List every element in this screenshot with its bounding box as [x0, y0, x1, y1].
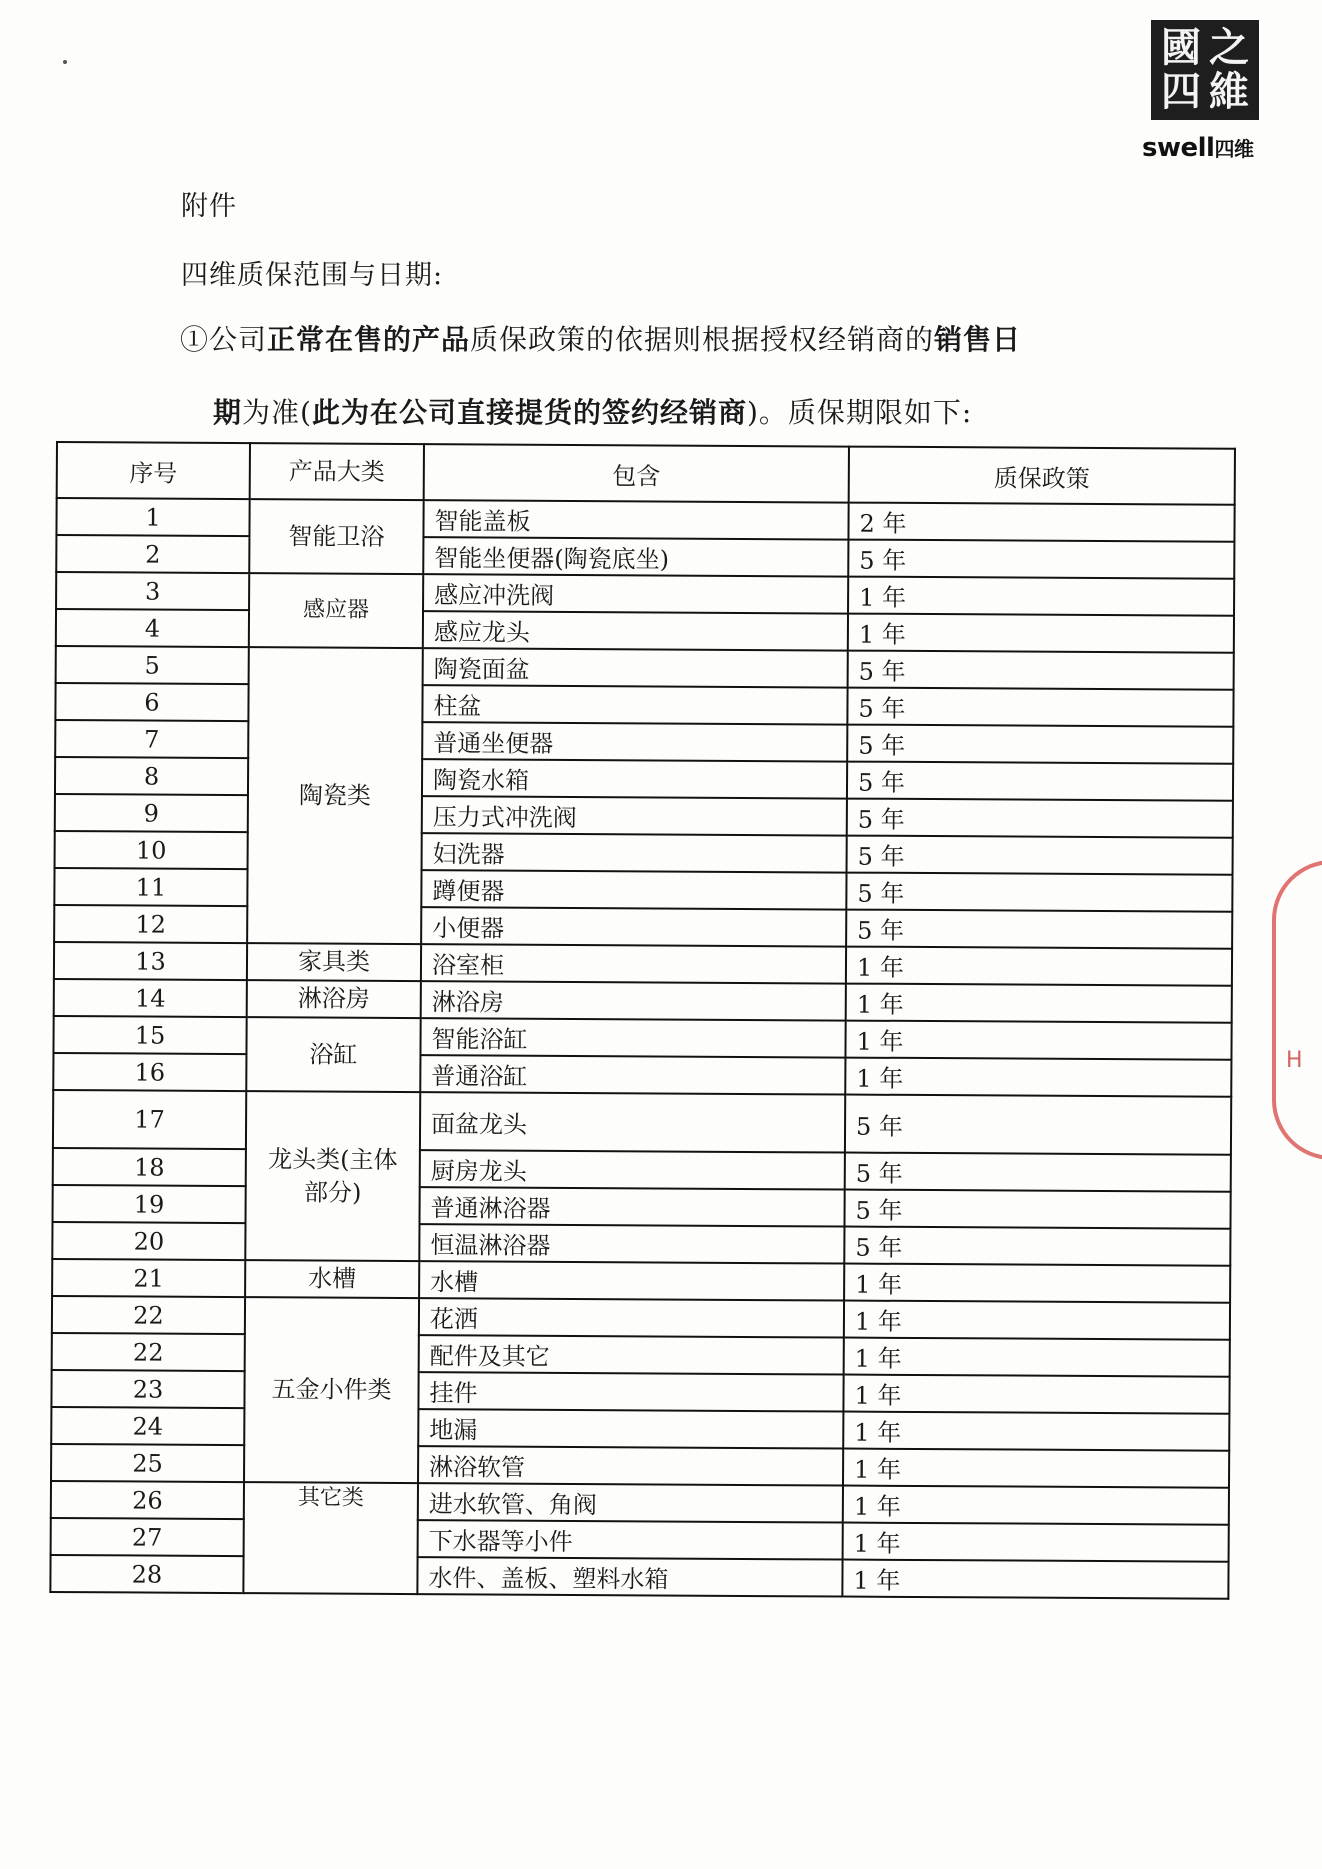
row-item: 蹲便器 [421, 870, 846, 909]
row-number: 28 [50, 1555, 243, 1593]
logo-char: 維 [1209, 68, 1249, 115]
row-number: 12 [54, 905, 247, 943]
scan-speck [63, 60, 67, 64]
row-item: 恒温淋浴器 [419, 1224, 844, 1263]
row-number: 4 [56, 609, 249, 647]
row-category: 智能卫浴 [249, 499, 423, 574]
row-category: 家具类 [247, 943, 421, 981]
table-row [50, 1555, 1228, 1599]
row-policy: 1 年 [843, 1523, 1229, 1562]
company-seal-fragment [1272, 860, 1322, 1160]
row-item: 感应龙头 [423, 611, 848, 650]
row-number: 14 [54, 979, 247, 1017]
row-policy: 1 年 [848, 614, 1234, 653]
row-category: 感应器 [249, 573, 423, 648]
row-policy: 5 年 [847, 836, 1233, 875]
row-category: 龙头类(主体部分) [245, 1091, 420, 1261]
seal-glyph: H [1286, 1048, 1303, 1073]
row-policy: 1 年 [842, 1560, 1228, 1599]
row-number: 20 [52, 1222, 245, 1260]
row-number: 22 [52, 1296, 245, 1334]
row-number: 17 [53, 1090, 246, 1149]
header-includes: 包含 [424, 444, 849, 502]
row-item: 陶瓷水箱 [422, 759, 847, 798]
policy-paragraph-line2 [213, 391, 972, 431]
row-number: 13 [54, 942, 247, 980]
row-number: 8 [55, 757, 248, 795]
row-number: 19 [53, 1185, 246, 1223]
row-number: 9 [55, 794, 248, 832]
row-number: 26 [51, 1481, 244, 1519]
row-number: 21 [52, 1259, 245, 1297]
row-policy: 5 年 [847, 725, 1233, 764]
row-policy: 5 年 [844, 1227, 1230, 1266]
row-item: 感应冲洗阀 [423, 574, 848, 613]
row-policy: 1 年 [843, 1412, 1229, 1451]
text-run: 为准( [242, 396, 312, 429]
row-item: 花洒 [419, 1298, 844, 1337]
bold-run: 此为在公司直接提货的签约经销商 [311, 396, 747, 429]
text-run: ①公司 [180, 323, 268, 356]
row-policy: 1 年 [843, 1375, 1229, 1414]
row-item: 面盆龙头 [420, 1092, 845, 1152]
row-number: 27 [51, 1518, 244, 1556]
row-number: 23 [51, 1370, 244, 1408]
table-row [53, 1090, 1231, 1155]
bold-run: 正常在售的产品 [267, 323, 471, 356]
header-warranty-policy: 质保政策 [849, 447, 1235, 505]
row-category: 其它类 [243, 1482, 418, 1594]
row-number: 2 [56, 535, 249, 573]
row-item: 智能坐便器(陶瓷底坐) [423, 537, 848, 576]
row-number: 22 [52, 1333, 245, 1371]
row-policy: 5 年 [848, 651, 1234, 690]
warranty-table [49, 441, 1236, 1600]
row-item: 智能浴缸 [420, 1018, 845, 1057]
row-policy: 5 年 [848, 540, 1234, 579]
row-item: 淋浴软管 [418, 1446, 843, 1485]
bold-run: 销售日 [934, 323, 1022, 356]
row-item: 浴室柜 [421, 944, 846, 983]
text-run: )。质保期限如下: [746, 396, 973, 429]
row-policy: 5 年 [845, 1153, 1231, 1192]
doc-heading: 附件 [181, 191, 237, 222]
row-item: 智能盖板 [423, 500, 848, 539]
doc-subheading: 四维质保范围与日期: [181, 260, 444, 291]
row-item: 厨房龙头 [420, 1150, 845, 1189]
row-item: 配件及其它 [419, 1335, 844, 1374]
row-item: 小便器 [421, 907, 846, 946]
row-number: 24 [51, 1407, 244, 1445]
row-number: 1 [56, 498, 249, 536]
row-number: 25 [51, 1444, 244, 1482]
row-item: 压力式冲洗阀 [422, 796, 847, 835]
row-policy: 5 年 [847, 688, 1233, 727]
row-policy: 1 年 [845, 1058, 1231, 1097]
swell-brand-wordmark [1142, 133, 1272, 163]
row-policy: 1 年 [843, 1449, 1229, 1488]
row-item: 下水器等小件 [418, 1520, 843, 1559]
row-number: 7 [55, 720, 248, 758]
row-number: 15 [53, 1016, 246, 1054]
row-item: 普通淋浴器 [419, 1187, 844, 1226]
row-policy: 2 年 [848, 503, 1234, 542]
bold-run: 期 [213, 396, 243, 429]
row-policy: 5 年 [846, 873, 1232, 912]
text-run: 质保政策的依据则根据授权经销商的 [470, 323, 935, 356]
row-item: 进水软管、角阀 [418, 1483, 843, 1522]
header-category: 产品大类 [250, 443, 424, 500]
row-item: 挂件 [418, 1372, 843, 1411]
row-category: 陶瓷类 [247, 647, 423, 944]
row-policy: 1 年 [844, 1338, 1230, 1377]
table-header-row [57, 442, 1235, 505]
row-policy: 5 年 [847, 762, 1233, 801]
row-policy: 5 年 [845, 1095, 1231, 1155]
row-item: 柱盆 [422, 685, 847, 724]
row-number: 10 [55, 831, 248, 869]
row-policy: 1 年 [843, 1486, 1229, 1525]
row-item: 地漏 [418, 1409, 843, 1448]
brand-cn: 四维 [1214, 137, 1254, 161]
row-number: 16 [53, 1053, 246, 1091]
row-number: 18 [53, 1148, 246, 1186]
row-item: 普通浴缸 [420, 1055, 845, 1094]
logo-char: 四 [1161, 68, 1201, 115]
row-number: 11 [54, 868, 247, 906]
row-policy: 1 年 [844, 1301, 1230, 1340]
row-policy: 5 年 [844, 1190, 1230, 1229]
row-policy: 1 年 [846, 947, 1232, 986]
row-item: 淋浴房 [421, 981, 846, 1020]
row-item: 普通坐便器 [422, 722, 847, 761]
header-number: 序号 [57, 442, 250, 499]
row-category: 水槽 [245, 1260, 419, 1298]
row-policy: 5 年 [846, 910, 1232, 949]
row-policy: 1 年 [846, 984, 1232, 1023]
row-policy: 1 年 [845, 1021, 1231, 1060]
policy-paragraph-line1 [180, 318, 1021, 358]
logo-char: 之 [1209, 24, 1249, 71]
guozhisiwei-logo [1151, 20, 1259, 120]
row-policy: 1 年 [844, 1264, 1230, 1303]
row-number: 5 [56, 646, 249, 684]
warranty-table-body [50, 498, 1234, 1599]
row-number: 3 [56, 572, 249, 610]
row-item: 妇洗器 [422, 833, 847, 872]
row-item: 水槽 [419, 1261, 844, 1300]
row-number: 6 [55, 683, 248, 721]
row-policy: 5 年 [847, 799, 1233, 838]
row-category: 五金小件类 [244, 1297, 419, 1483]
row-category: 淋浴房 [247, 980, 421, 1018]
row-item: 陶瓷面盆 [423, 648, 848, 687]
row-policy: 1 年 [848, 577, 1234, 616]
brand-latin: swell [1142, 133, 1215, 163]
row-item: 水件、盖板、塑料水箱 [417, 1557, 842, 1596]
row-category: 浴缸 [246, 1017, 420, 1092]
logo-char: 國 [1161, 24, 1201, 71]
